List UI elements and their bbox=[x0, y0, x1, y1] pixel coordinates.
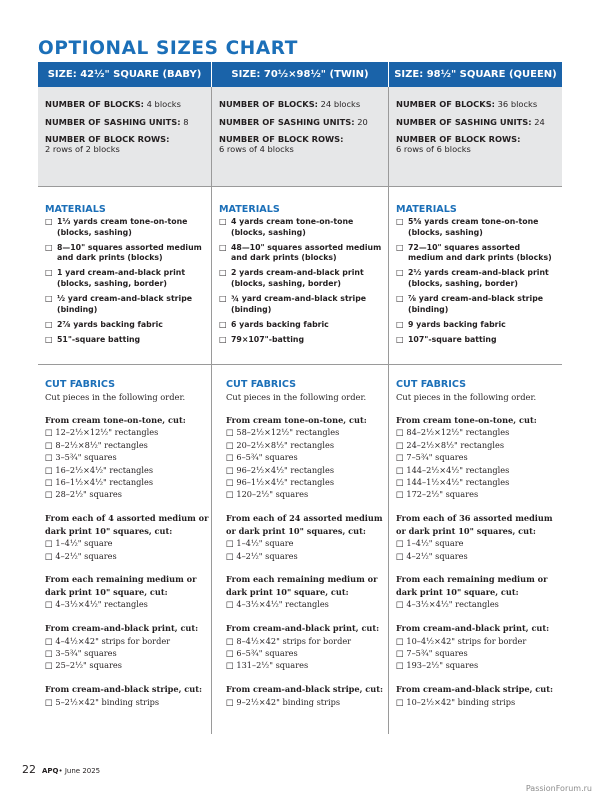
cut-group-heading: From cream tone-on-tone, cut: bbox=[396, 415, 537, 425]
cut-item bbox=[396, 464, 560, 476]
checkbox-icon: □ bbox=[45, 427, 53, 438]
cut-groups bbox=[396, 414, 560, 708]
cut-group bbox=[396, 683, 560, 708]
checkbox-icon: □ bbox=[396, 599, 404, 610]
checkbox-icon: □ bbox=[396, 696, 404, 707]
cut-item bbox=[45, 426, 209, 438]
checkbox-icon: □ bbox=[45, 696, 53, 707]
cut-item-text: 7–5¾" squares bbox=[406, 648, 468, 658]
materials-cell-baby bbox=[38, 187, 212, 364]
cut-item-text: 84–2½×12½" rectangles bbox=[406, 427, 510, 438]
material-item: □ 51"-square batting bbox=[45, 334, 141, 344]
size-header-row bbox=[38, 62, 562, 87]
checkbox-icon: □ bbox=[45, 635, 53, 646]
cut-item-text: 131–2½" squares bbox=[236, 660, 309, 671]
cut-item bbox=[45, 537, 209, 549]
cut-item bbox=[226, 426, 386, 438]
cut-item-text: 4–3½×4½" rectangles bbox=[236, 599, 329, 610]
cut-item bbox=[226, 488, 386, 500]
cut-intro: Cut pieces in the following order. bbox=[396, 392, 537, 402]
checkbox-icon: □ bbox=[226, 599, 234, 610]
cut-group bbox=[396, 512, 560, 562]
cut-cell-queen bbox=[389, 365, 562, 734]
cut-item bbox=[45, 488, 209, 500]
material-item: □ 4 yards cream tone-on-tone (blocks, sashing) bbox=[219, 217, 354, 237]
cut-item-text: 8–2½×8½" rectangles bbox=[55, 439, 148, 450]
cut-item bbox=[45, 476, 209, 488]
cut-group bbox=[45, 512, 209, 562]
cut-group-heading: From each of 4 assorted medium or dark print 10" squares, cut: bbox=[45, 513, 209, 536]
cut-item bbox=[45, 464, 209, 476]
watermark: PassionForum.ru bbox=[525, 784, 592, 793]
checkbox-icon: □ bbox=[396, 242, 404, 252]
sizes-table bbox=[38, 62, 562, 734]
cut-item bbox=[396, 451, 560, 463]
page-footer bbox=[22, 763, 100, 776]
checkbox-icon: □ bbox=[396, 660, 404, 671]
checkbox-icon: □ bbox=[396, 464, 404, 475]
cut-item-text: 24–2½×8½" rectangles bbox=[406, 439, 505, 450]
checkbox-icon: □ bbox=[226, 464, 234, 475]
cut-item-text: 16–1½×4½" rectangles bbox=[55, 477, 154, 488]
cut-item bbox=[396, 550, 560, 562]
material-item: □ 2⅞ yards backing fabric bbox=[45, 319, 163, 329]
material-item: □ 1 yard cream-and-black print (blocks, sashing, border) bbox=[45, 268, 186, 288]
cut-item-text: 4–2½" squares bbox=[55, 550, 117, 561]
checkbox-icon: □ bbox=[226, 696, 234, 707]
material-item: □ 6 yards backing fabric bbox=[219, 319, 329, 329]
page-number: 22 bbox=[22, 763, 36, 776]
checkbox-icon: □ bbox=[219, 242, 227, 252]
cut-group-heading: From cream-and-black stripe, cut: bbox=[226, 684, 384, 695]
blocks-count: NUMBER OF BLOCKS: 4 blocks bbox=[45, 99, 181, 109]
cut-item-text: 193–2½" squares bbox=[406, 660, 479, 671]
cut-item bbox=[396, 635, 560, 647]
checkbox-icon: □ bbox=[45, 550, 53, 561]
cut-group bbox=[45, 573, 209, 610]
publication-name: APQ bbox=[42, 767, 59, 775]
checkbox-icon: □ bbox=[226, 489, 234, 500]
cut-item-text: 3–5¾" squares bbox=[55, 452, 117, 463]
cut-item bbox=[226, 451, 386, 463]
cut-item bbox=[45, 598, 209, 610]
sashing-count: NUMBER OF SASHING UNITS: 24 bbox=[396, 116, 545, 127]
materials-cell-queen bbox=[389, 187, 562, 364]
cut-item-text: 4–4½×42" strips for border bbox=[55, 635, 171, 646]
cut-item-text: 9–2½×42" binding strips bbox=[236, 696, 341, 707]
cut-group-heading: From each remaining medium or dark print 10" square, cut: bbox=[45, 574, 197, 597]
cut-item-text: 5–2½×42" binding strips bbox=[55, 696, 160, 707]
cut-item bbox=[226, 598, 386, 610]
materials-heading: MATERIALS bbox=[396, 204, 457, 215]
checkbox-icon: □ bbox=[396, 452, 404, 463]
checkbox-icon: □ bbox=[45, 334, 53, 344]
cut-item bbox=[45, 439, 209, 451]
cut-item-text: 6–5¾" squares bbox=[236, 648, 298, 658]
checkbox-icon: □ bbox=[45, 489, 53, 500]
checkbox-icon: □ bbox=[45, 242, 53, 252]
checkbox-icon: □ bbox=[396, 268, 404, 278]
cut-fabrics-heading: CUT FABRICS bbox=[396, 379, 466, 390]
cut-item-text: 10–4½×42" strips for border bbox=[406, 635, 527, 646]
cut-item bbox=[226, 635, 386, 647]
cut-item-text: 1–4½" square bbox=[406, 538, 464, 549]
material-item: □ ½ yard cream-and-black stripe (binding) bbox=[45, 294, 193, 314]
checkbox-icon: □ bbox=[226, 550, 234, 561]
cut-group bbox=[226, 512, 386, 562]
cut-group bbox=[396, 622, 560, 672]
cut-item-text: 3–5¾" squares bbox=[55, 648, 117, 658]
checkbox-icon: □ bbox=[219, 334, 227, 344]
cut-item-text: 4–2½" squares bbox=[406, 550, 468, 561]
material-item: □ 72—10" squares assorted medium and dark prints (blocks) bbox=[396, 242, 552, 263]
checkbox-icon: □ bbox=[396, 550, 404, 561]
cut-item-text: 144–2½×4½" rectangles bbox=[406, 464, 510, 475]
cut-item-text: 120–2½" squares bbox=[236, 489, 309, 500]
materials-heading: MATERIALS bbox=[45, 204, 106, 215]
checkbox-icon: □ bbox=[396, 334, 404, 344]
cut-intro: Cut pieces in the following order. bbox=[226, 392, 367, 402]
size-header-twin: SIZE: 70½×98½" (TWIN) bbox=[212, 62, 389, 87]
checkbox-icon: □ bbox=[396, 439, 404, 450]
checkbox-icon: □ bbox=[45, 660, 53, 671]
cut-item-text: 58–2½×12½" rectangles bbox=[236, 427, 340, 438]
counts-cell-queen bbox=[389, 87, 562, 186]
cut-group-heading: From cream-and-black print, cut: bbox=[396, 623, 550, 634]
material-item: □ 48—10" squares assorted medium and dark prints (blocks) bbox=[219, 242, 382, 263]
cut-item bbox=[396, 488, 560, 500]
page-title: OPTIONAL SIZES CHART bbox=[38, 38, 298, 59]
cut-group-heading: From cream-and-black print, cut: bbox=[226, 623, 380, 634]
checkbox-icon: □ bbox=[396, 538, 404, 549]
cut-group bbox=[45, 683, 209, 708]
checkbox-icon: □ bbox=[45, 648, 53, 658]
cut-item bbox=[226, 550, 386, 562]
cut-group bbox=[226, 622, 386, 672]
checkbox-icon: □ bbox=[396, 635, 404, 646]
cut-item-text: 10–2½×42" binding strips bbox=[406, 696, 516, 707]
cut-item bbox=[45, 451, 209, 463]
cut-group bbox=[226, 683, 386, 708]
cut-cell-baby bbox=[38, 365, 212, 734]
cut-item bbox=[226, 659, 386, 671]
checkbox-icon: □ bbox=[396, 319, 404, 329]
material-item: □ 107"-square batting bbox=[396, 334, 497, 344]
checkbox-icon: □ bbox=[45, 268, 53, 278]
cut-group-heading: From each of 36 assorted medium or dark print 10" squares, cut: bbox=[396, 513, 553, 536]
cut-item bbox=[226, 439, 386, 451]
checkbox-icon: □ bbox=[396, 294, 404, 304]
cut-item-text: 28–2½" squares bbox=[55, 489, 122, 500]
checkbox-icon: □ bbox=[45, 464, 53, 475]
sashing-count: NUMBER OF SASHING UNITS: 8 bbox=[45, 116, 189, 127]
checkbox-icon: □ bbox=[226, 452, 234, 463]
rows-count: NUMBER OF BLOCK ROWS: 2 rows of 2 blocks bbox=[45, 134, 170, 154]
checkbox-icon: □ bbox=[396, 217, 404, 226]
cut-item bbox=[45, 550, 209, 562]
checkbox-icon: □ bbox=[226, 635, 234, 646]
material-item: □ 1⅓ yards cream tone-on-tone (blocks, sashing) bbox=[45, 217, 188, 237]
material-item: □ ⅞ yard cream-and-black stripe (binding) bbox=[396, 294, 544, 314]
cut-group-heading: From each remaining medium or dark print 10" square, cut: bbox=[396, 574, 548, 597]
checkbox-icon: □ bbox=[396, 489, 404, 500]
materials-row bbox=[38, 187, 562, 365]
counts-cell-twin bbox=[212, 87, 389, 186]
cut-item-text: 4–2½" squares bbox=[236, 550, 298, 561]
cut-group-heading: From cream tone-on-tone, cut: bbox=[45, 415, 186, 425]
cut-item-text: 6–5¾" squares bbox=[236, 452, 298, 463]
rows-count: NUMBER OF BLOCK ROWS: 6 rows of 6 blocks bbox=[396, 134, 521, 154]
cut-item bbox=[45, 647, 209, 659]
checkbox-icon: □ bbox=[219, 268, 227, 278]
cut-group bbox=[396, 414, 560, 501]
checkbox-icon: □ bbox=[45, 452, 53, 463]
cut-item bbox=[396, 696, 560, 708]
cut-fabrics-heading: CUT FABRICS bbox=[226, 379, 296, 390]
cut-group-heading: From cream-and-black stripe, cut: bbox=[45, 684, 203, 695]
checkbox-icon: □ bbox=[226, 660, 234, 671]
cut-item-text: 1–4½" square bbox=[236, 538, 294, 549]
cut-fabrics-heading: CUT FABRICS bbox=[45, 379, 115, 390]
cut-group-heading: From cream tone-on-tone, cut: bbox=[226, 415, 367, 425]
size-header-queen: SIZE: 98½" SQUARE (QUEEN) bbox=[394, 69, 557, 80]
checkbox-icon: □ bbox=[45, 599, 53, 610]
cut-item-text: 16–2½×4½" rectangles bbox=[55, 464, 154, 475]
checkbox-icon: □ bbox=[45, 439, 53, 450]
checkbox-icon: □ bbox=[219, 294, 227, 304]
materials-heading: MATERIALS bbox=[219, 204, 280, 215]
cut-group bbox=[226, 414, 386, 501]
checkbox-icon: □ bbox=[45, 217, 53, 226]
checkbox-icon: □ bbox=[45, 477, 53, 488]
cut-item bbox=[396, 659, 560, 671]
rows-count: NUMBER OF BLOCK ROWS: 6 rows of 4 blocks bbox=[219, 134, 344, 154]
materials-cell-twin bbox=[212, 187, 389, 364]
cut-item bbox=[396, 537, 560, 549]
cut-group-heading: From each of 24 assorted medium or dark print 10" squares, cut: bbox=[226, 513, 383, 536]
counts-row bbox=[38, 87, 562, 187]
checkbox-icon: □ bbox=[396, 648, 404, 658]
cut-item-text: 96–2½×4½" rectangles bbox=[236, 464, 335, 475]
cut-item-text: 25–2½" squares bbox=[55, 660, 122, 671]
cut-item-text: 172–2½" squares bbox=[406, 489, 479, 500]
cut-item-text: 4–3½×4½" rectangles bbox=[55, 599, 148, 610]
cut-item bbox=[226, 476, 386, 488]
checkbox-icon: □ bbox=[45, 538, 53, 549]
counts-cell-baby bbox=[38, 87, 212, 186]
checkbox-icon: □ bbox=[396, 427, 404, 438]
cut-item-text: 4–3½×4½" rectangles bbox=[406, 599, 499, 610]
checkbox-icon: □ bbox=[226, 648, 234, 658]
cut-item-text: 8–4½×42" strips for border bbox=[236, 635, 352, 646]
material-item: □ 79×107"-batting bbox=[219, 334, 305, 344]
checkbox-icon: □ bbox=[396, 477, 404, 488]
cut-item-text: 1–4½" square bbox=[55, 538, 113, 549]
material-item: □ 2 yards cream-and-black print (blocks, sashing, border) bbox=[219, 268, 364, 288]
issue-date: • June 2025 bbox=[58, 767, 101, 775]
cut-item bbox=[226, 647, 386, 659]
cut-item bbox=[45, 659, 209, 671]
cut-group-heading: From cream-and-black print, cut: bbox=[45, 623, 199, 634]
checkbox-icon: □ bbox=[219, 217, 227, 226]
cut-item bbox=[396, 476, 560, 488]
cut-item-text: 7–5¾" squares bbox=[406, 452, 468, 463]
checkbox-icon: □ bbox=[226, 538, 234, 549]
blocks-count: NUMBER OF BLOCKS: 36 blocks bbox=[396, 99, 538, 109]
blocks-count: NUMBER OF BLOCKS: 24 blocks bbox=[219, 99, 361, 109]
material-item: □ 5⅝ yards cream tone-on-tone (blocks, sashing) bbox=[396, 217, 539, 237]
cut-group bbox=[45, 414, 209, 501]
cut-item bbox=[226, 464, 386, 476]
cut-item bbox=[226, 696, 386, 708]
cut-item-text: 96–1½×4½" rectangles bbox=[236, 477, 335, 488]
cut-group-heading: From each remaining medium or dark print 10" square, cut: bbox=[226, 574, 378, 597]
cut-item-text: 12–2½×12½" rectangles bbox=[55, 427, 159, 438]
cut-item bbox=[226, 537, 386, 549]
cut-groups bbox=[45, 414, 209, 708]
cut-group bbox=[396, 573, 560, 610]
checkbox-icon: □ bbox=[226, 477, 234, 488]
material-item: □ 9 yards backing fabric bbox=[396, 319, 506, 329]
material-item: □ 2½ yards cream-and-black print (blocks, sashing, border) bbox=[396, 268, 549, 288]
material-item: □ ¾ yard cream-and-black stripe (binding) bbox=[219, 294, 367, 314]
cut-fabrics-row bbox=[38, 365, 562, 734]
cut-item bbox=[396, 439, 560, 451]
cut-item bbox=[396, 598, 560, 610]
cut-item bbox=[396, 647, 560, 659]
cut-group bbox=[45, 622, 209, 672]
material-item: □ 8—10" squares assorted medium and dark prints (blocks) bbox=[45, 242, 202, 263]
cut-item-text: 144–1½×4½" rectangles bbox=[406, 477, 510, 488]
checkbox-icon: □ bbox=[226, 439, 234, 450]
cut-groups bbox=[226, 414, 386, 708]
size-header-baby: SIZE: 42½" SQUARE (BABY) bbox=[38, 62, 212, 87]
sashing-count: NUMBER OF SASHING UNITS: 20 bbox=[219, 116, 368, 127]
cut-group bbox=[226, 573, 386, 610]
checkbox-icon: □ bbox=[45, 294, 53, 304]
cut-intro: Cut pieces in the following order. bbox=[45, 392, 186, 402]
cut-cell-twin bbox=[212, 365, 389, 734]
cut-item-text: 20–2½×8½" rectangles bbox=[236, 439, 335, 450]
cut-item bbox=[45, 696, 209, 708]
checkbox-icon: □ bbox=[45, 319, 53, 329]
cut-group-heading: From cream-and-black stripe, cut: bbox=[396, 684, 554, 695]
checkbox-icon: □ bbox=[219, 319, 227, 329]
checkbox-icon: □ bbox=[226, 427, 234, 438]
cut-item bbox=[45, 635, 209, 647]
cut-item bbox=[396, 426, 560, 438]
